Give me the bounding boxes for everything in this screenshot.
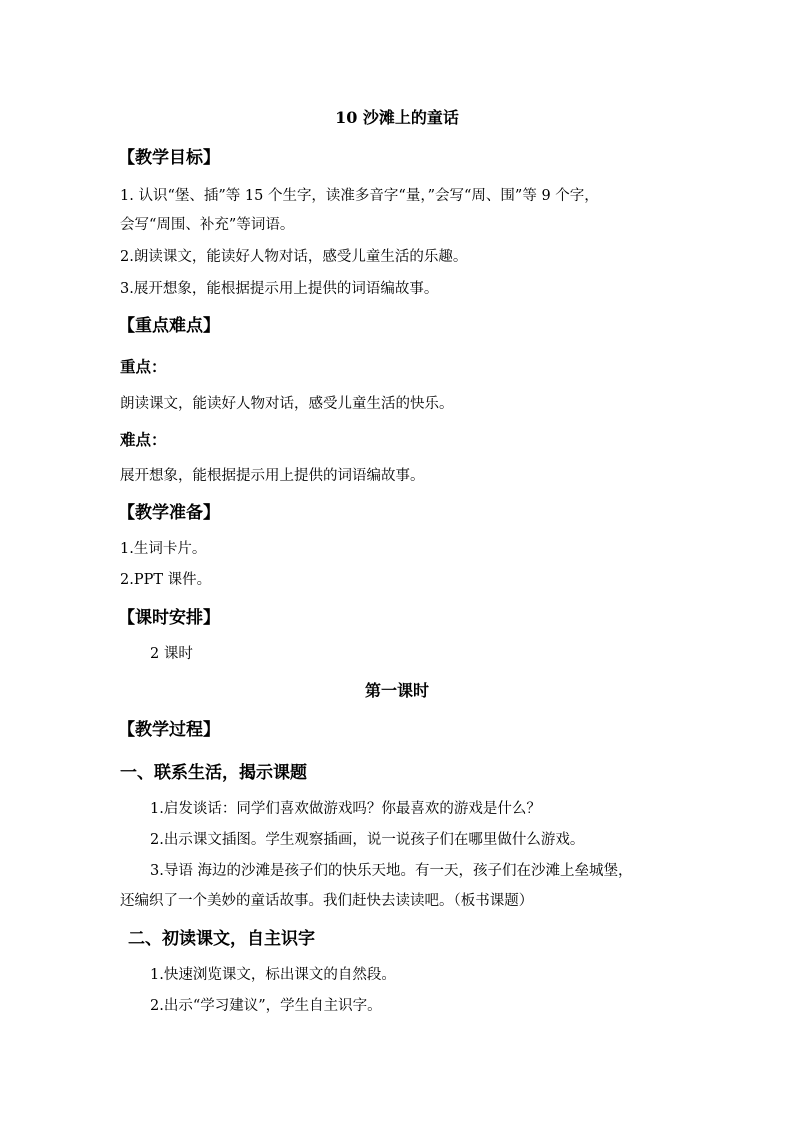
- part-1-heading: 一、联系生活，揭示课题: [120, 763, 307, 783]
- goal-1-line-2: 会写“周围、补充”等词语。: [120, 217, 295, 233]
- part-2-heading: 二、初读课文，自主识字: [128, 929, 315, 949]
- part-1-item-3-line-2: 还编织了一个美妙的童话故事。我们赶快去读读吧。（板书课题）: [120, 893, 534, 909]
- part-1-item-3-line-1: 3.导语 海边的沙滩是孩子们的快乐天地。有一天，孩子们在沙滩上垒城堡，: [150, 863, 633, 879]
- goal-1-line-1: 1. 认识“堡、插”等 15 个生字，读准多音字“量，”会写“周、围”等 9 个字，: [120, 188, 599, 204]
- schedule-text: 2 课时: [150, 646, 193, 662]
- part-2-item-1: 1.快速浏览课文，标出课文的自然段。: [150, 967, 396, 983]
- part-2-item-2: 2.出示“学习建议”，学生自主识字。: [150, 998, 382, 1014]
- goal-2: 2.朗读课文，能读好人物对话，感受儿童生活的乐趣。: [120, 249, 468, 265]
- key-label: 重点：: [120, 357, 167, 376]
- part-1-item-2: 2.出示课文插图。学生观察插画，说一说孩子们在哪里做什么游戏。: [150, 832, 585, 848]
- difficulty-label: 难点：: [120, 430, 167, 449]
- goals-heading: 【教学目标】: [118, 148, 220, 168]
- lesson-title: 第一课时: [364, 681, 429, 700]
- difficulty-text: 展开想象，能根据提示用上提供的词语编故事。: [120, 468, 425, 484]
- preparation-heading: 【教学准备】: [118, 503, 220, 523]
- schedule-heading: 【课时安排】: [118, 608, 220, 628]
- key-points-heading: 【重点难点】: [118, 316, 220, 336]
- key-text: 朗读课文，能读好人物对话，感受儿童生活的快乐。: [120, 396, 454, 412]
- process-heading: 【教学过程】: [118, 720, 220, 740]
- preparation-item-2: 2.PPT 课件。: [120, 572, 212, 588]
- document-title: 10 沙滩上的童话: [335, 108, 459, 127]
- goal-3: 3.展开想象，能根据提示用上提供的词语编故事。: [120, 281, 439, 297]
- part-1-item-1: 1.启发谈话：同学们喜欢做游戏吗？你最喜欢的游戏是什么？: [150, 801, 541, 817]
- preparation-item-1: 1.生词卡片。: [120, 541, 207, 557]
